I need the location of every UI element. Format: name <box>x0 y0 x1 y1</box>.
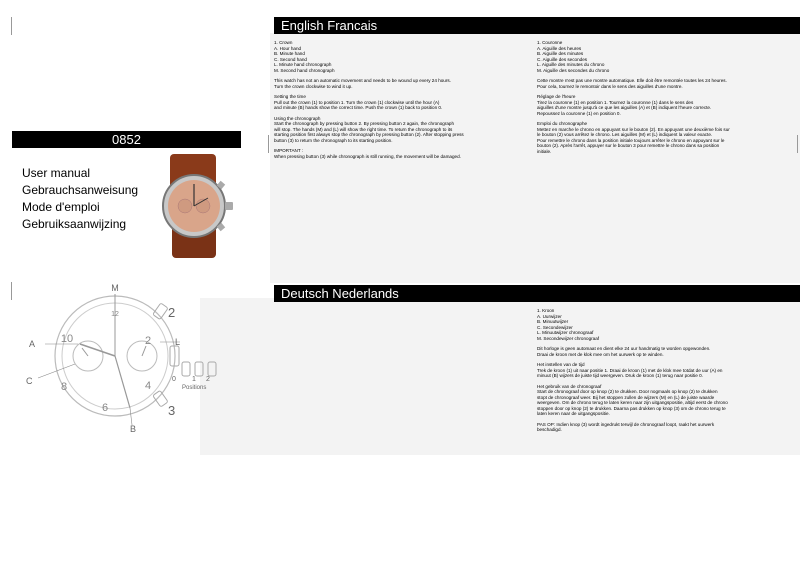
hand-b <box>115 356 130 408</box>
paragraph-line: Cette montre n'est pas une montre automatique. Elle doit être remontée toutes les 24 heures. <box>537 78 727 83</box>
part-item: L. Minuutwijzer chronograaf <box>537 330 594 335</box>
paragraph-line: will stop. The hands (M) and (L) will show the right time. To return the chronograph to its <box>274 126 453 132</box>
crop-mark <box>268 135 269 153</box>
paragraph-line: beschadigd. <box>537 427 562 432</box>
paragraph-line: Pour remettre le chrono dans la position initiale toujours arrêter le chrono en appuyant sur le <box>537 137 725 143</box>
part-item: A. Hour hand <box>274 45 302 51</box>
dial-number: 12 <box>111 311 119 318</box>
positions-label: Positions <box>182 385 207 391</box>
part-item: 1. Kroon <box>537 308 555 313</box>
paragraph-line: Dit horloge is geen automaat en dient elke 24 uur handmatig te worden opgewonden. <box>537 346 711 351</box>
position-number: 2 <box>206 376 210 383</box>
paragraph-line: Mettez en marche le chrono en appuyant sur le bouton (2). En appuyant une deuxième fois sur <box>537 126 730 132</box>
position-crown-0 <box>182 362 190 376</box>
paragraph-line: stoppen door op knop (2) te drukken. Daarna pas drukken op knop (3) om de chrono terug te <box>537 405 726 411</box>
paragraph-line: and minute (B) hands show the correct time. Push the crown (1) back to position 0. <box>274 105 443 110</box>
label-m: M <box>111 283 119 293</box>
part-item: A. Aiguille des heures <box>537 45 582 51</box>
part-item: C. Secondewijzer <box>537 324 573 330</box>
section-title: IMPORTANT : <box>274 148 304 153</box>
paragraph-line: When pressing button (3) while chronograph is still running, the movement will be damaged. <box>274 153 461 159</box>
dutch-text <box>537 308 795 438</box>
leader-c <box>38 364 75 378</box>
hand-c <box>82 348 88 356</box>
part-item: M. Secondewijzer chronograaf <box>537 335 600 341</box>
section-title: Het instellen van de tijd <box>537 362 585 367</box>
part-item: B. Aiguille des minutes <box>537 51 584 56</box>
part-item: L. Minute hand chronograph <box>274 62 332 67</box>
dial-number: 6 <box>101 402 109 414</box>
part-item: A. Uurwijzer <box>537 313 562 319</box>
paragraph-line: initiale. <box>537 148 552 154</box>
part-item: 1. Couronne <box>537 40 563 45</box>
model-bar <box>12 131 241 148</box>
label-a: A <box>29 339 36 349</box>
paragraph-line: weergeven. Om de chrono terug te laten keren naar zijn uitgangspositie, altijd eerst de chrono <box>537 400 728 405</box>
label-l: L <box>175 337 181 347</box>
hand-l <box>142 346 146 356</box>
header-de-nl-text: Deutsch Nederlands <box>281 286 399 301</box>
manual-title: User manual <box>22 166 91 180</box>
crop-mark <box>797 135 798 153</box>
paragraph-line: button (3) to return the chronograph to its starting position. <box>274 137 393 143</box>
part-item: C. Second hand <box>274 56 307 62</box>
watch-photo <box>150 154 242 258</box>
part-item: 1. Crown <box>274 40 293 45</box>
paragraph-line: Start the chronograph by pressing button 2. By pressing button 2 again, the chronograph <box>274 121 455 126</box>
label-c: C <box>26 376 33 386</box>
paragraph-line: stopt de chronograaf weer. Bij het stoppen zullen de wijzers (M) en (L) de juiste waarde <box>537 394 715 400</box>
position-crown-1 <box>195 362 203 376</box>
dial-number: 2 <box>144 335 152 347</box>
manual-title: Gebrauchsanweisung <box>22 183 139 197</box>
dial-number: 8 <box>60 381 68 393</box>
section-title: Réglage de l'heure <box>537 94 576 99</box>
leader-b <box>130 408 132 425</box>
part-item: M. Aiguille des secondes du chrono <box>537 67 610 73</box>
subdial-left <box>178 199 192 213</box>
paragraph-line: aiguilles d'une montre jusqu'à ce que les aiguilles (A) et (B) indiquent l'heure correcte. <box>537 105 712 110</box>
label-2: 2 <box>168 305 176 320</box>
paragraph-line: Repoussez la couronne (1) en position 0. <box>537 110 621 116</box>
part-item: M. Second hand chronograph <box>274 67 335 73</box>
hand-a <box>80 344 115 356</box>
part-item: L. Aiguille des minutes du chrono <box>537 62 605 67</box>
crown <box>225 202 233 210</box>
paragraph-line: Turn the crown clockwise to wind it up. <box>274 83 353 89</box>
model-number: 0852 <box>112 132 141 147</box>
part-item: B. Minuutwijzer <box>537 319 569 324</box>
paragraph-line: starting position first always stop the chronograph by pressing button (2). After stopping press <box>274 132 464 137</box>
header-en-fr <box>274 17 800 34</box>
paragraph-line: Draai de kroon met de klok mee om het uurwerk op te winden. <box>537 351 664 357</box>
section-title: Using the chronograph <box>274 115 321 121</box>
crop-mark <box>11 17 12 35</box>
paragraph-line: This watch has not an automatic movement and needs to be wound up every 24 hours. <box>274 78 451 83</box>
position-crown-2 <box>208 362 216 376</box>
english-text <box>274 40 529 164</box>
french-text <box>537 40 795 159</box>
dial-number: 4 <box>144 380 152 392</box>
part-item: B. Minute hand <box>274 51 305 56</box>
crop-mark <box>11 282 12 300</box>
label-3: 3 <box>168 403 176 418</box>
watch-diagram <box>20 280 230 440</box>
paragraph-line: bouton (2). Après l'arrêt, appuyer sur le bouton 3 pour remettre le chrono dans sa position <box>537 143 720 148</box>
paragraph-line: Trek de kroon (1) uit naar positie 1. Draai de kroon (1) met de klok mee totdat de uur (A) en <box>537 367 723 373</box>
paragraph-line: Pour cela, tournez le remontoir dans le sens des aiguilles d'une montre. <box>537 83 683 89</box>
manual-title-list <box>22 165 138 233</box>
position-number: 0 <box>172 376 176 383</box>
header-de-nl <box>274 285 800 302</box>
diagram-pusher-3 <box>153 390 168 407</box>
paragraph-line: minuut (B) wijzers de juiste tijd weergeven. Druk de kroon (1) terug naar positie 0. <box>537 373 703 378</box>
position-number: 1 <box>192 376 196 383</box>
paragraph-line: Tirez la couronne (1) en position 1. Tournez la couronne (1) dans le sens des <box>537 99 694 105</box>
part-item: C. Aiguille des secondes <box>537 56 588 62</box>
label-b: B <box>130 424 137 434</box>
paragraph-line: Pull out the crown (1) to position 1. Turn the crown (1) clockwise until the hour (A) <box>274 99 440 105</box>
paragraph-line: PAS OP: Indien knop (3) wordt ingedrukt terwijl de chronograaf loopt, raakt het uurwerk <box>537 421 715 427</box>
section-title: Emploi du chronographe <box>537 121 588 126</box>
section-title: Het gebruik van de chronograaf <box>537 383 602 389</box>
manual-title: Mode d'emploi <box>22 200 100 214</box>
dial-number: 10 <box>60 333 74 345</box>
paragraph-line: laten keren naar de uitgangspositie. <box>537 411 610 416</box>
paragraph-line: le bouton (2) vous arrêtez le chrono. Les aiguilles (M) et (L) indiquent la valeur exacte. <box>537 132 713 137</box>
paragraph-line: Start de chronograaf door op knop (2) te drukken. Door nogmaals op knop (2) te drukken <box>537 389 718 394</box>
header-en-fr-text: English Francais <box>281 18 378 33</box>
section-title: Setting the time <box>274 94 306 99</box>
manual-title: Gebruiksaanwijzing <box>22 217 127 231</box>
